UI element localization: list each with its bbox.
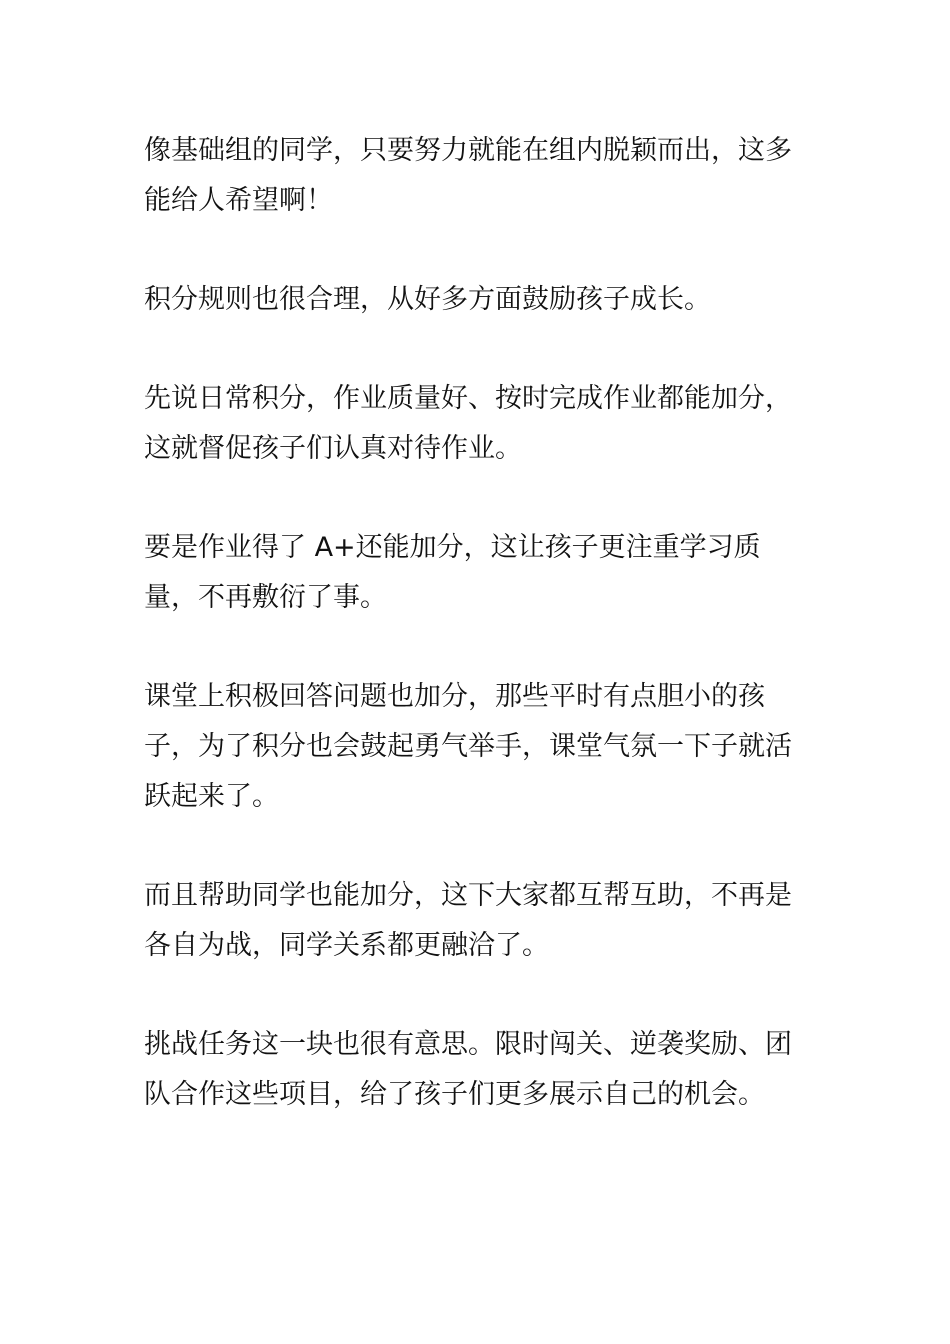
paragraph-2: 积分规则也很合理，从好多方面鼓励孩子成长。: [144, 284, 711, 315]
paragraph-1: 像基础组的同学，只要努力就能在组内脱颖而出，这多能给人希望啊！: [144, 135, 792, 216]
paragraph-4: 要是作业得了 A+还能加分，这让孩子更注重学习质量，不再敷衍了事。: [144, 532, 761, 613]
paragraph-5: 课堂上积极回答问题也加分，那些平时有点胆小的孩子，为了积分也会鼓起勇气举手，课堂气氛一下子就活跃起来了。: [144, 681, 792, 812]
paragraph-6: 而且帮助同学也能加分，这下大家都互帮互助，不再是各自为战，同学关系都更融洽了。: [144, 880, 792, 961]
document-body: [144, 126, 808, 1120]
paragraph-7: 挑战任务这一块也很有意思。限时闯关、逆袭奖励、团队合作这些项目，给了孩子们更多展示自己的机会。: [144, 1029, 792, 1110]
paragraph-3: 先说日常积分，作业质量好、按时完成作业都能加分，这就督促孩子们认真对待作业。: [144, 383, 792, 464]
